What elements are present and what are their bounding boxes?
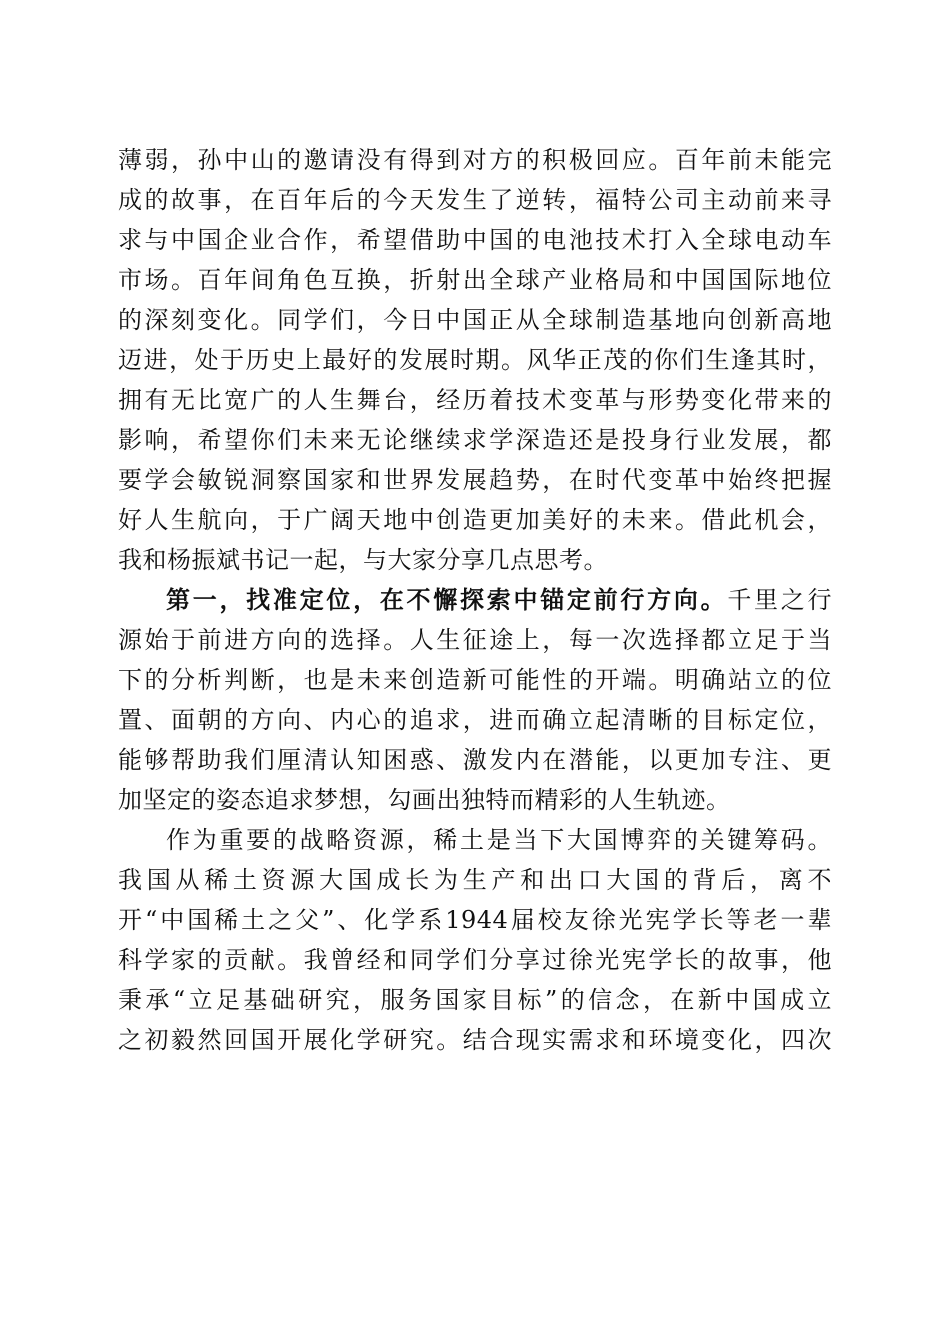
text-line: 能够帮助我们厘清认知困惑、激发内在潜能，以更加专注、更: [118, 746, 832, 774]
section-heading: 第一，找准定位，在不懈探索中锚定前行方向。: [166, 585, 728, 614]
text-line: 好人生航向，于广阔天地中创造更加美好的未来。借此机会，: [118, 506, 832, 534]
text-line: 科学家的贡献。我曾经和同学们分享过徐光宪学长的故事，他: [118, 946, 832, 974]
paragraph-1: [118, 140, 832, 580]
text-line: 要学会敏锐洞察国家和世界发展趋势，在时代变革中始终把握: [118, 466, 832, 494]
text-line: 加坚定的姿态追求梦想，勾画出独特而精彩的人生轨迹。: [118, 786, 731, 814]
paragraph-3: [118, 820, 832, 1060]
text-line: [118, 580, 832, 620]
text-line: 秉承“立足基础研究，服务国家目标”的信念，在新中国成立: [118, 986, 832, 1014]
heading-line-rest: 千里之行: [727, 586, 832, 614]
text-line: 的深刻变化。同学们，今日中国正从全球制造基地向创新高地: [118, 306, 832, 334]
text-line: 迈进，处于历史上最好的发展时期。风华正茂的你们生逢其时，: [118, 346, 832, 374]
text-line: 拥有无比宽广的人生舞台，经历着技术变革与形势变化带来的: [118, 386, 832, 414]
text-line: 我和杨振斌书记一起，与大家分享几点思考。: [118, 546, 608, 574]
text-line: 求与中国企业合作，希望借助中国的电池技术打入全球电动车: [118, 226, 832, 254]
text-line: 我国从稀土资源大国成长为生产和出口大国的背后，离不: [118, 866, 832, 894]
document-body: [118, 140, 832, 1060]
text-line: 薄弱，孙中山的邀请没有得到对方的积极回应。百年前未能完: [118, 146, 832, 174]
text-line: 开“中国稀土之父”、化学系1944届校友徐光宪学长等老一辈: [118, 906, 832, 934]
text-line: 之初毅然回国开展化学研究。结合现实需求和环境变化，四次: [118, 1026, 832, 1054]
paragraph-2: [118, 580, 832, 820]
text-line: 源始于前进方向的选择。人生征途上，每一次选择都立足于当: [118, 626, 832, 654]
text-line: 影响，希望你们未来无论继续求学深造还是投身行业发展，都: [118, 426, 832, 454]
text-line: 置、面朝的方向、内心的追求，进而确立起清晰的目标定位，: [118, 706, 832, 734]
text-line: 下的分析判断，也是未来创造新可能性的开端。明确站立的位: [118, 666, 832, 694]
text-line: 市场。百年间角色互换，折射出全球产业格局和中国国际地位: [118, 266, 832, 294]
text-line: 成的故事，在百年后的今天发生了逆转，福特公司主动前来寻: [118, 186, 832, 214]
text-line: 作为重要的战略资源，稀土是当下大国博弈的关键筹码。: [166, 826, 832, 854]
